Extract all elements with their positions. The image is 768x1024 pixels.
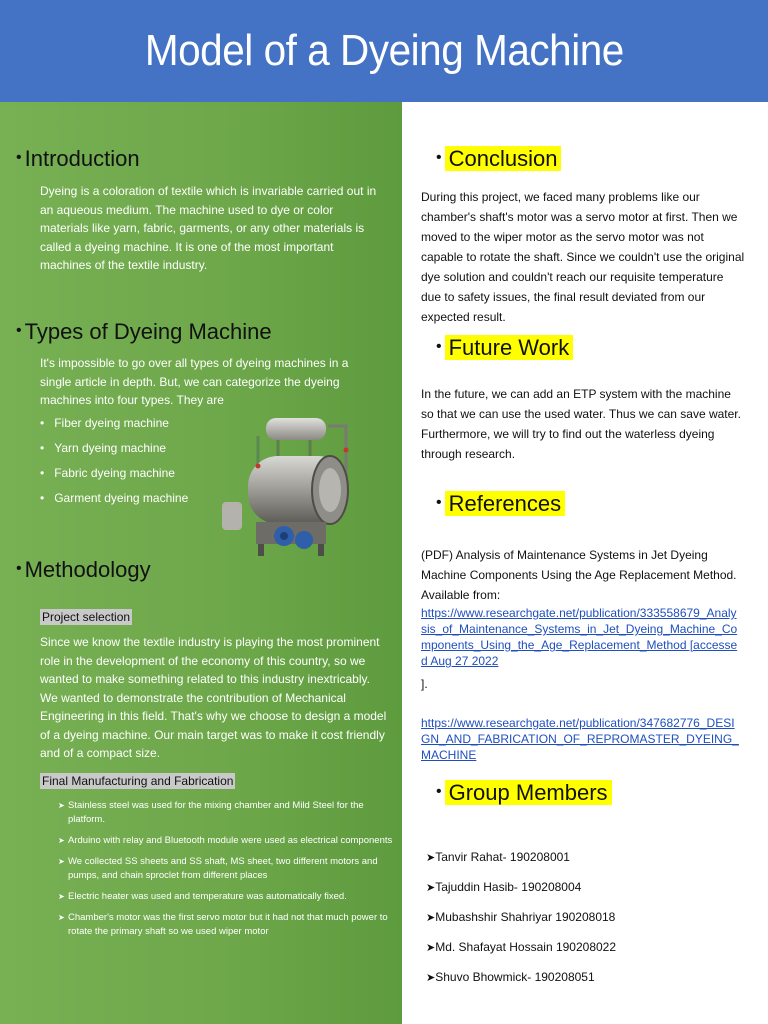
list-item: • Garment dyeing machine [40,486,188,511]
group-members-heading: • Group Members [436,780,612,806]
types-text: It's impossible to go over all types of dyeing machines in a single article in depth. But, we can categorize the dyeing machines into four types. They are [40,356,349,407]
reference-2-link[interactable]: https://www.researchgate.net/publication/347682776_DESIGN_AND_FABRICATION_OF_REPROMASTER_DYEING_MACHINE [421,716,739,762]
list-item: ➤ Md. Shafayat Hossain 190208022 [426,932,616,962]
project-selection-text: Since we know the textile industry is playing the most prominent role in the development of the economy of this country, so we wanted to make something related to this industry inextricably. We wanted to demonstrate the contribution of Mechanical Engineering in this field. That's why we choose to design a model of a dyeing machine. Our main target was to make it cost friendly and of a compact size. [40,635,387,760]
list-item: • Fiber dyeing machine [40,411,188,436]
list-item: ➤ Electric heater was used and temperature was automatically fixed. [58,890,398,904]
list-item: • Fabric dyeing machine [40,461,188,486]
types-list [40,411,188,511]
list-item: ➤ Mubashshir Shahriyar 190208018 [426,902,616,932]
future-work-text: In the future, we can add an ETP system with the machine so that we can use the used water. Thus we can save water. Furthermore, we will try to find out the waterless dyeing through research. [421,387,741,461]
list-item: ➤ Chamber's motor was the first servo motor but it had not that much power to rotate the primary shaft so we used wiper motor [58,911,398,939]
introduction-text: Dyeing is a coloration of textile which is invariable carried out in an aqueous medium. The machine used to dye or color materials like yarn, fabric, garments, or any other materials is called a dyeing machine. It is one of the most important machines of the textile industry. [40,184,377,272]
reference-1-text: (PDF) Analysis of Maintenance Systems in Jet Dyeing Machine Components Using the Age Replacement Method. Available from: [421,548,737,602]
references-heading: • References [436,491,565,517]
project-selection-label: Project selection [42,610,131,624]
manufacturing-label: Final Manufacturing and Fabrication [42,774,234,788]
reference-1-close: ]. [421,677,428,691]
conclusion-heading: • Conclusion [436,146,561,172]
reference-1-link[interactable]: https://www.researchgate.net/publication/333558679_Analysis_of_Maintenance_Systems_in_Jet_Dyeing_Machine_Components_Using_the_Age_Replacement_Method [accessed Aug 27 2022 [421,606,738,668]
title-banner [0,0,768,102]
introduction-heading: • Introduction [16,146,140,171]
list-item: ➤ Tajuddin Hasib- 190208004 [426,872,616,902]
list-item: • Yarn dyeing machine [40,436,188,461]
methodology-heading: • Methodology [16,557,151,582]
list-item: ➤ Tanvir Rahat- 190208001 [426,842,616,872]
list-item: ➤ We collected SS sheets and SS shaft, MS sheet, two different motors and pumps, and chain sproclet from different places [58,855,398,883]
list-item: ➤ Arduino with relay and Bluetooth module were used as electrical components [58,834,398,848]
list-item: ➤ Shuvo Bhowmick- 190208051 [426,962,616,992]
dyeing-machine-image [218,406,368,561]
page-title: Model of a Dyeing Machine [144,26,624,75]
conclusion-text: During this project, we faced many problems like our chamber's shaft's motor was a servo motor at first. Then we moved to the wiper motor as the servo motor was not capable to rotate the shaft. Since we couldn't use the original dye solution and couldn't reach our requisite temperature due to safety issues, the final result deviated from our expected result. [421,190,745,324]
group-members-list [426,842,616,992]
manufacturing-list [58,799,398,946]
types-heading: • Types of Dyeing Machine [16,319,272,344]
list-item: ➤ Stainless steel was used for the mixing chamber and Mild Steel for the platform. [58,799,398,827]
future-work-heading: • Future Work [436,335,573,361]
